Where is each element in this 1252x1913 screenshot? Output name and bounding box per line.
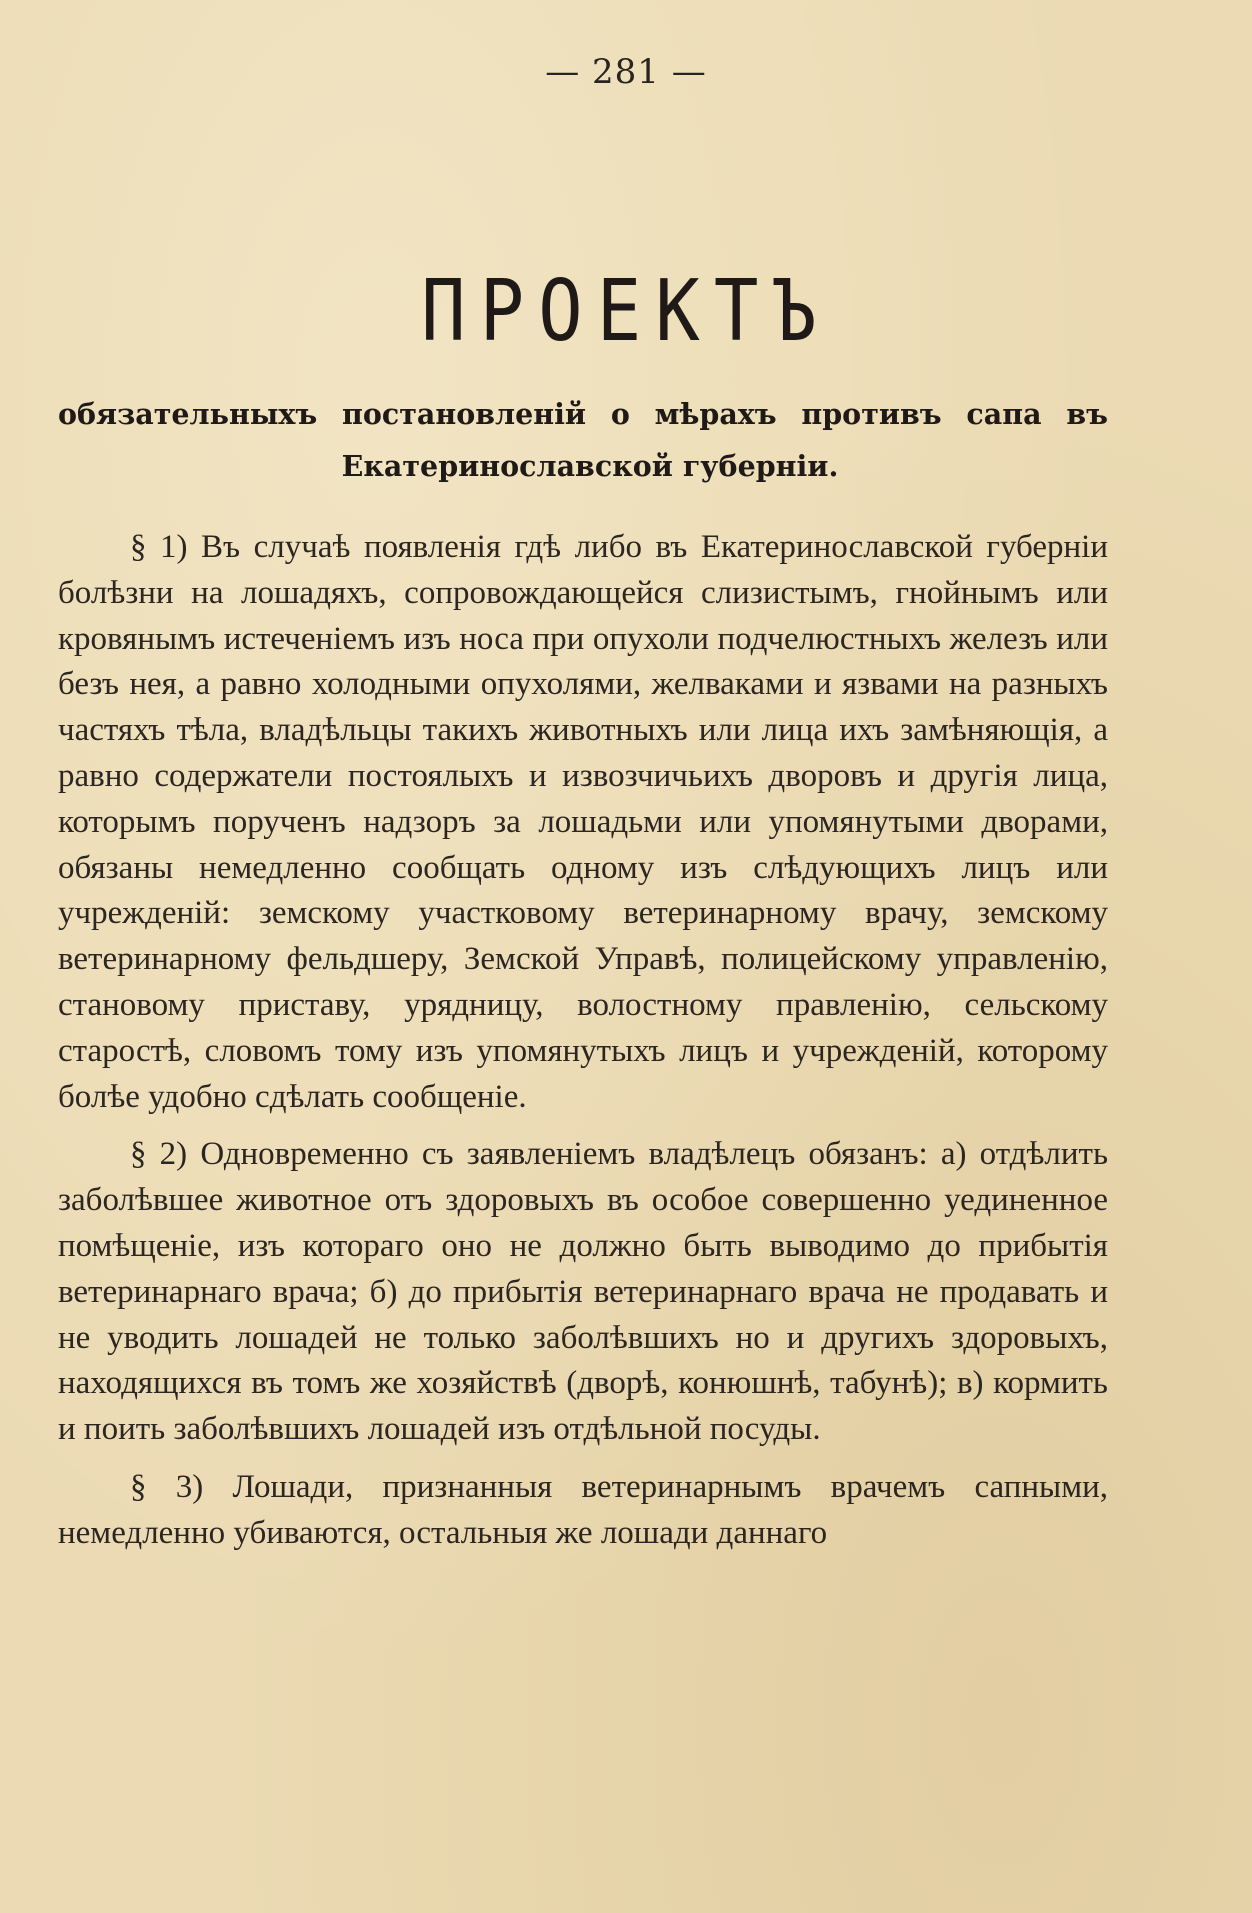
document-title: ПРОЕКТЪ	[421, 262, 831, 361]
document-body	[58, 525, 1108, 1569]
paragraph-1: § 1) Въ случаѣ появленія гдѣ либо въ Екатеринославской губерніи болѣзни на лошадяхъ, сопровождающейся слизистымъ, гнойнымъ или кровянымъ истеченіемъ изъ носа при опухоли подчелюстныхъ железъ или безъ нея, а равно холодными опухолями, желваками и язвами на разныхъ частяхъ тѣла, владѣльцы такихъ животныхъ или лица ихъ замѣняющія, а равно содержатели постоялыхъ и извозчичьихъ дворовъ и другія лица, которымъ порученъ надзоръ за лошадьми или упомянутыми дворами, обязаны немедленно сообщать одному изъ слѣдующихъ лицъ или учрежденій: земскому участковому ветеринарному врачу, земскому ветеринарному фельдшеру, Земской Управѣ, полицейскому управленію, становому приставу, урядницу, волостному правленію, сельскому старостѣ, словомъ тому изъ упомянутыхъ лицъ и учрежденій, которому болѣе удобно сдѣлать сообщеніе.	[58, 529, 1108, 1115]
page-number: — 281 —	[545, 52, 707, 92]
document-subtitle	[58, 388, 1108, 492]
subtitle-line-2: Екатеринославской губерніи.	[341, 449, 839, 483]
subtitle-line-1: обязательныхъ постановленій о мѣрахъ противъ сапа въ	[58, 397, 1108, 431]
paragraph-2: § 2) Одновременно съ заявленіемъ владѣлецъ обязанъ: а) отдѣлить заболѣвшее животное отъ здоровыхъ въ особое совершенно уединенное помѣщеніе, изъ котораго оно не должно быть выводимо до прибытія ветеринарнаго врача; б) до прибытія ветеринарнаго врача не продавать и не уводить лошадей не только заболѣвшихъ но и другихъ здоровыхъ, находящихся въ томъ же хозяйствѣ (дворѣ, конюшнѣ, табунѣ); в) кормить и поить заболѣвшихъ лошадей изъ отдѣльной посуды.	[58, 1136, 1108, 1448]
paragraph-3: § 3) Лошади, признанныя ветеринарнымъ врачемъ сапными, немедленно убиваются, остальныя же лошади даннаго	[58, 1468, 1108, 1551]
